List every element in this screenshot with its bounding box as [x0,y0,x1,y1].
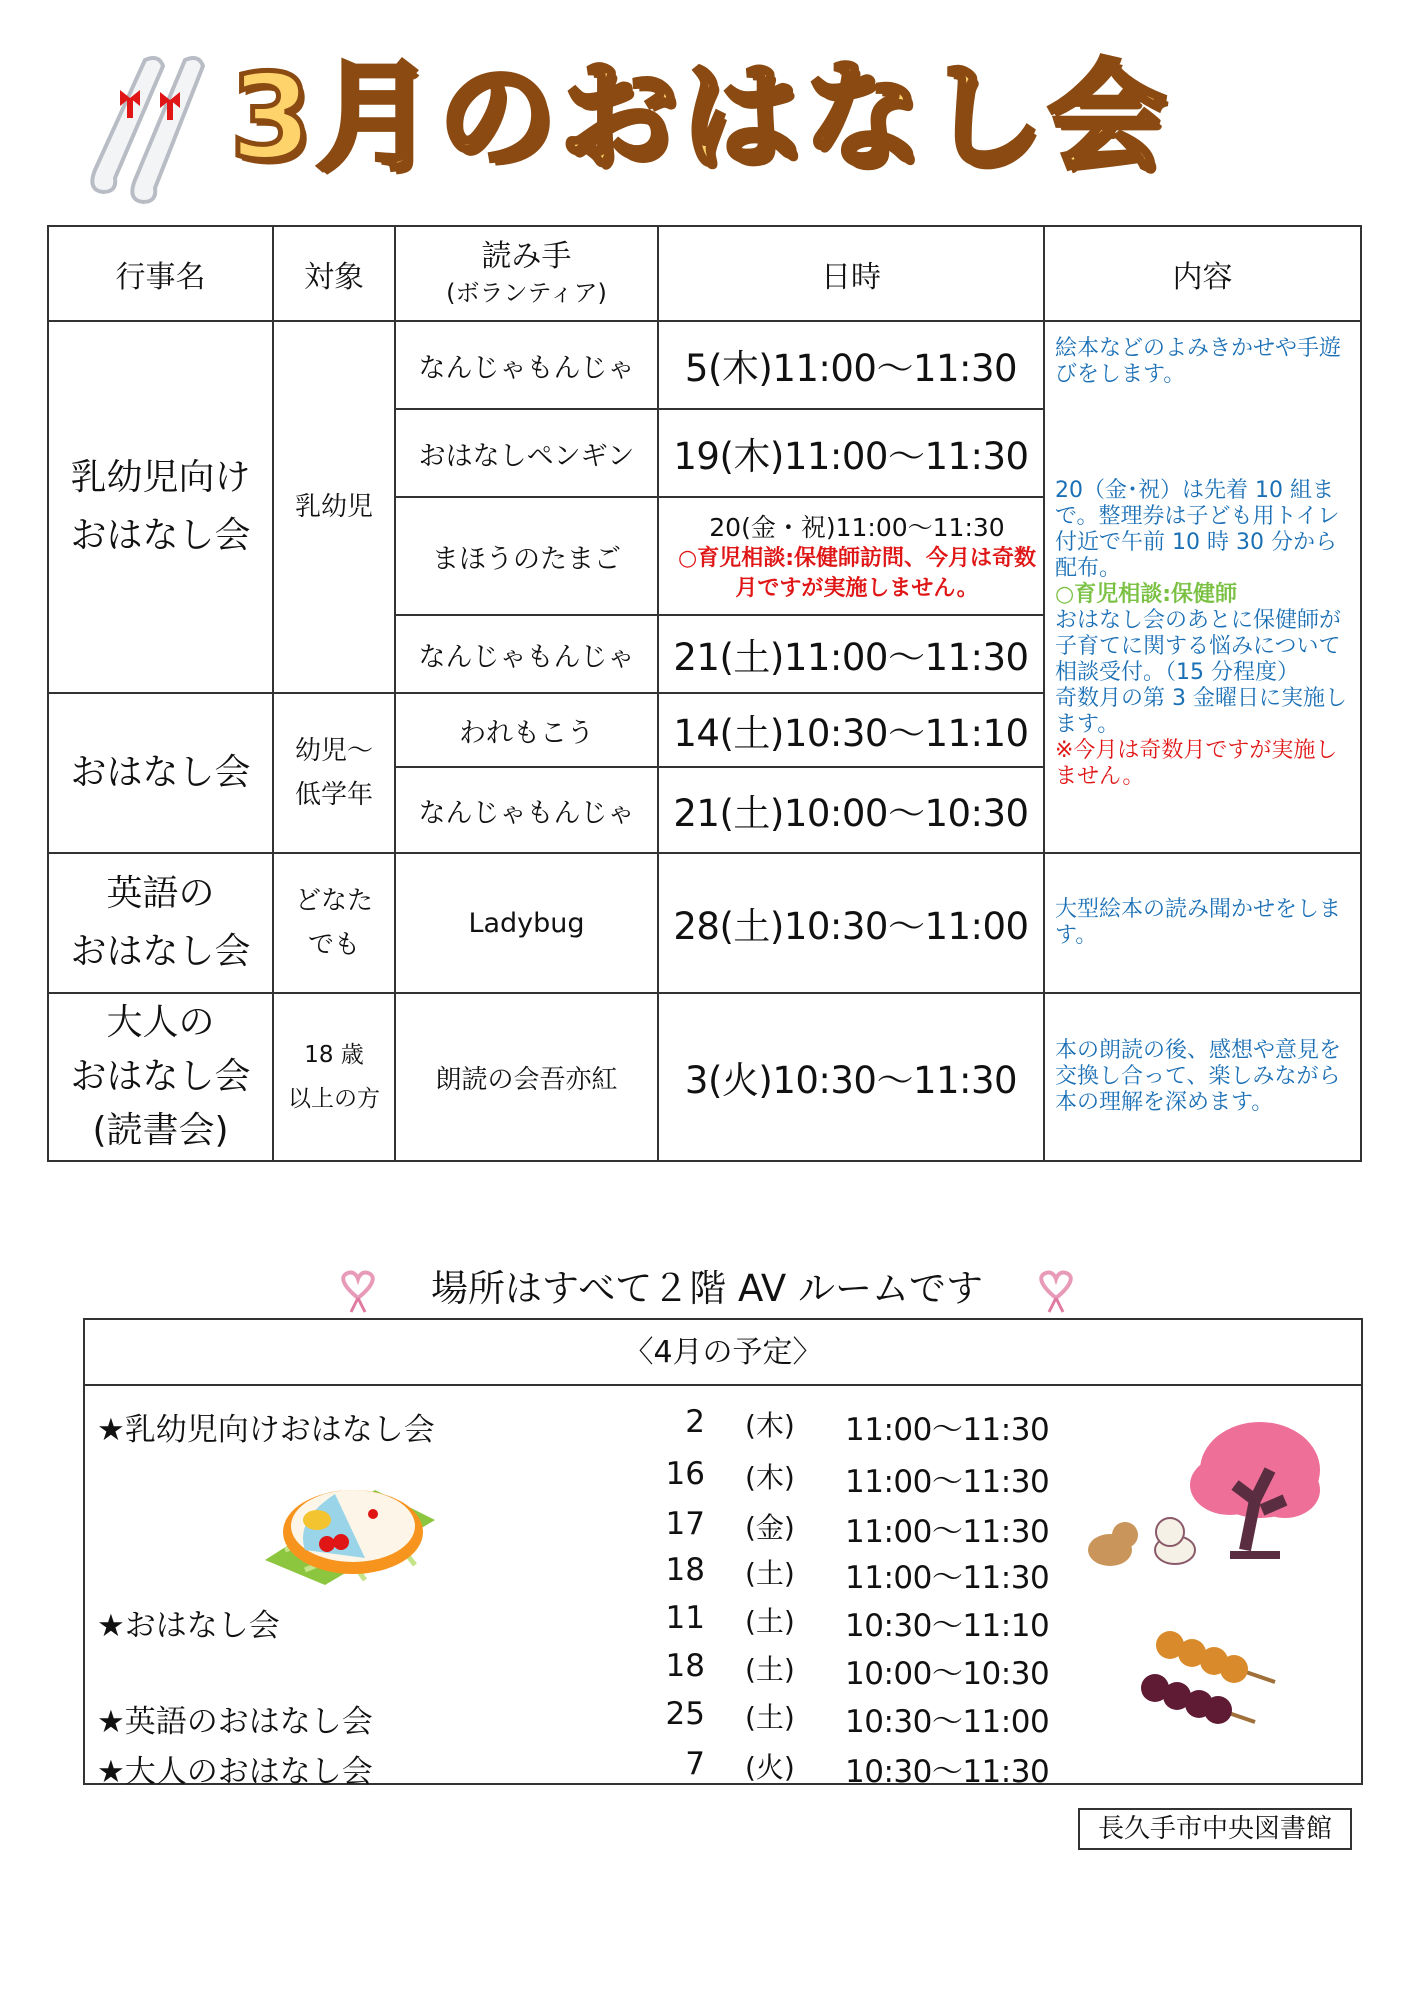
april-time: 10:30〜11:00 [845,1704,1050,1740]
april-time: 11:00〜11:30 [845,1464,1050,1500]
april-time: 10:30〜11:10 [845,1608,1050,1644]
target-line: 以上の方 [288,1086,380,1112]
desc-alert: ※今月は奇数月ですが実施しません。 [1055,738,1338,789]
april-title: 〈4月の予定〉 [85,1320,1361,1386]
event-datetime: 14(土)10:30〜11:10 [658,693,1044,767]
reader-name: 朗読の会吾亦紅 [395,993,658,1161]
desc-text: 絵本などのよみきかせや手遊びをします。 [1055,336,1342,387]
reader-name: なんじゃもんじゃ [395,321,658,409]
event-datetime: 21(土)10:00〜10:30 [658,767,1044,853]
target-line: 低学年 [294,780,373,810]
target-line: 18 歳 [304,1042,364,1068]
event-description [1044,321,1361,853]
april-weekday: (木) [745,1461,795,1494]
april-day: 18 [665,1552,705,1588]
scroll-icon [75,50,225,210]
april-time: 11:00〜11:30 [845,1412,1050,1448]
april-day: 18 [665,1648,705,1684]
event-line: (読書会) [92,1110,229,1151]
event-name [48,853,273,993]
april-day: 11 [665,1600,705,1636]
april-time: 11:00〜11:30 [845,1514,1050,1550]
target-line: 幼児〜 [294,736,373,766]
april-event-name: ★英語のおはなし会 [97,1704,373,1740]
bento-box-illustration [255,1470,445,1590]
reader-name: Ladybug [395,853,658,993]
datetime-text: 20(金・祝)11:00〜11:30 [709,513,1005,542]
reader-name: なんじゃもんじゃ [395,615,658,693]
target-line: どなた [294,886,373,916]
header-content: 内容 [1044,226,1361,321]
header-reader-line1: 読み手 [481,238,572,274]
target-audience [273,993,395,1161]
table-row [48,993,1361,1161]
reader-name: まほうのたまご [395,497,658,615]
event-datetime [658,497,1044,615]
desc-text: おはなし会のあとに保健師が子育てに関する悩みについて相談受付。（15 分程度） [1055,608,1342,685]
table-row [48,853,1361,993]
event-name [48,321,273,693]
alert-note: ○育児相談:保健師訪問、今月は奇数月ですが実施しません。 [678,546,1036,601]
april-event-name: ★乳幼児向けおはなし会 [97,1412,435,1448]
header-datetime: 日時 [658,226,1044,321]
ribbon-heart-icon [335,1268,381,1314]
event-name [48,993,273,1161]
event-line: 英語の [106,873,215,914]
event-line: 大人の [106,1002,215,1043]
event-description: 本の朗読の後、感想や意見を交換し合って、楽しみながら本の理解を深めます。 [1044,993,1361,1161]
location-text: 場所はすべて２階 AV ルームです [430,1267,984,1310]
april-day: 2 [685,1404,705,1440]
event-name: おはなし会 [48,693,273,853]
desc-text: 奇数月の第 3 金曜日に実施します。 [1055,686,1347,737]
march-schedule-table [47,225,1362,1162]
april-weekday: (土) [745,1557,795,1590]
april-day: 25 [665,1696,705,1732]
april-day: 17 [665,1506,705,1542]
april-weekday: (土) [745,1701,795,1734]
april-row [85,1746,1361,1794]
library-name: 長久手市中央図書館 [1078,1808,1352,1850]
target-audience [273,853,395,993]
april-time: 10:30〜11:30 [845,1754,1050,1790]
target-audience: 乳幼児 [273,321,395,693]
april-day: 7 [685,1746,705,1782]
april-weekday: (火) [745,1751,795,1784]
event-description: 大型絵本の読み聞かせをします。 [1044,853,1361,993]
reader-name: おはなしペンギン [395,409,658,497]
april-event-name: ★大人のおはなし会 [97,1754,373,1790]
spacer [1055,388,1350,478]
target-line: でも [307,930,360,960]
header-target: 対象 [273,226,395,321]
event-line: おはなし会 [70,931,251,972]
april-time: 11:00〜11:30 [845,1560,1050,1596]
april-weekday: (金) [745,1511,795,1544]
april-event-name: ★おはなし会 [97,1608,280,1644]
table-row [48,321,1361,409]
april-time: 10:00〜10:30 [845,1656,1050,1692]
table-header-row [48,226,1361,321]
event-datetime: 19(木)11:00〜11:30 [658,409,1044,497]
event-line: おはなし会 [70,515,251,556]
event-datetime: 5(木)11:00〜11:30 [658,321,1044,409]
target-audience [273,693,395,853]
desc-text: 20（金･祝）は先着 10 組まで。整理券は子ども用トイレ付近で午前 10 時 30 分から配布。 [1055,478,1340,581]
event-datetime: 21(土)11:00〜11:30 [658,615,1044,693]
april-weekday: (木) [745,1409,795,1442]
event-datetime: 28(土)10:30〜11:00 [658,853,1044,993]
dango-illustration [1140,1620,1280,1730]
location-notice [0,1258,1414,1314]
april-day: 16 [665,1456,705,1492]
ribbon-heart-icon [1033,1268,1079,1314]
cherry-blossom-illustration [1070,1410,1330,1590]
april-weekday: (土) [745,1653,795,1686]
reader-name: われもこう [395,693,658,767]
header-reader-line2: (ボランティア) [446,278,607,307]
desc-highlight: ○育児相談:保健師 [1055,582,1237,607]
event-datetime: 3(火)10:30〜11:30 [658,993,1044,1161]
event-line: 乳幼児向け [70,457,251,498]
reader-name: なんじゃもんじゃ [395,767,658,853]
page-title: 3月のおはなし会 [230,48,1171,186]
event-line: おはなし会 [70,1056,251,1097]
header-event: 行事名 [48,226,273,321]
header-reader [395,226,658,321]
april-weekday: (土) [745,1605,795,1638]
